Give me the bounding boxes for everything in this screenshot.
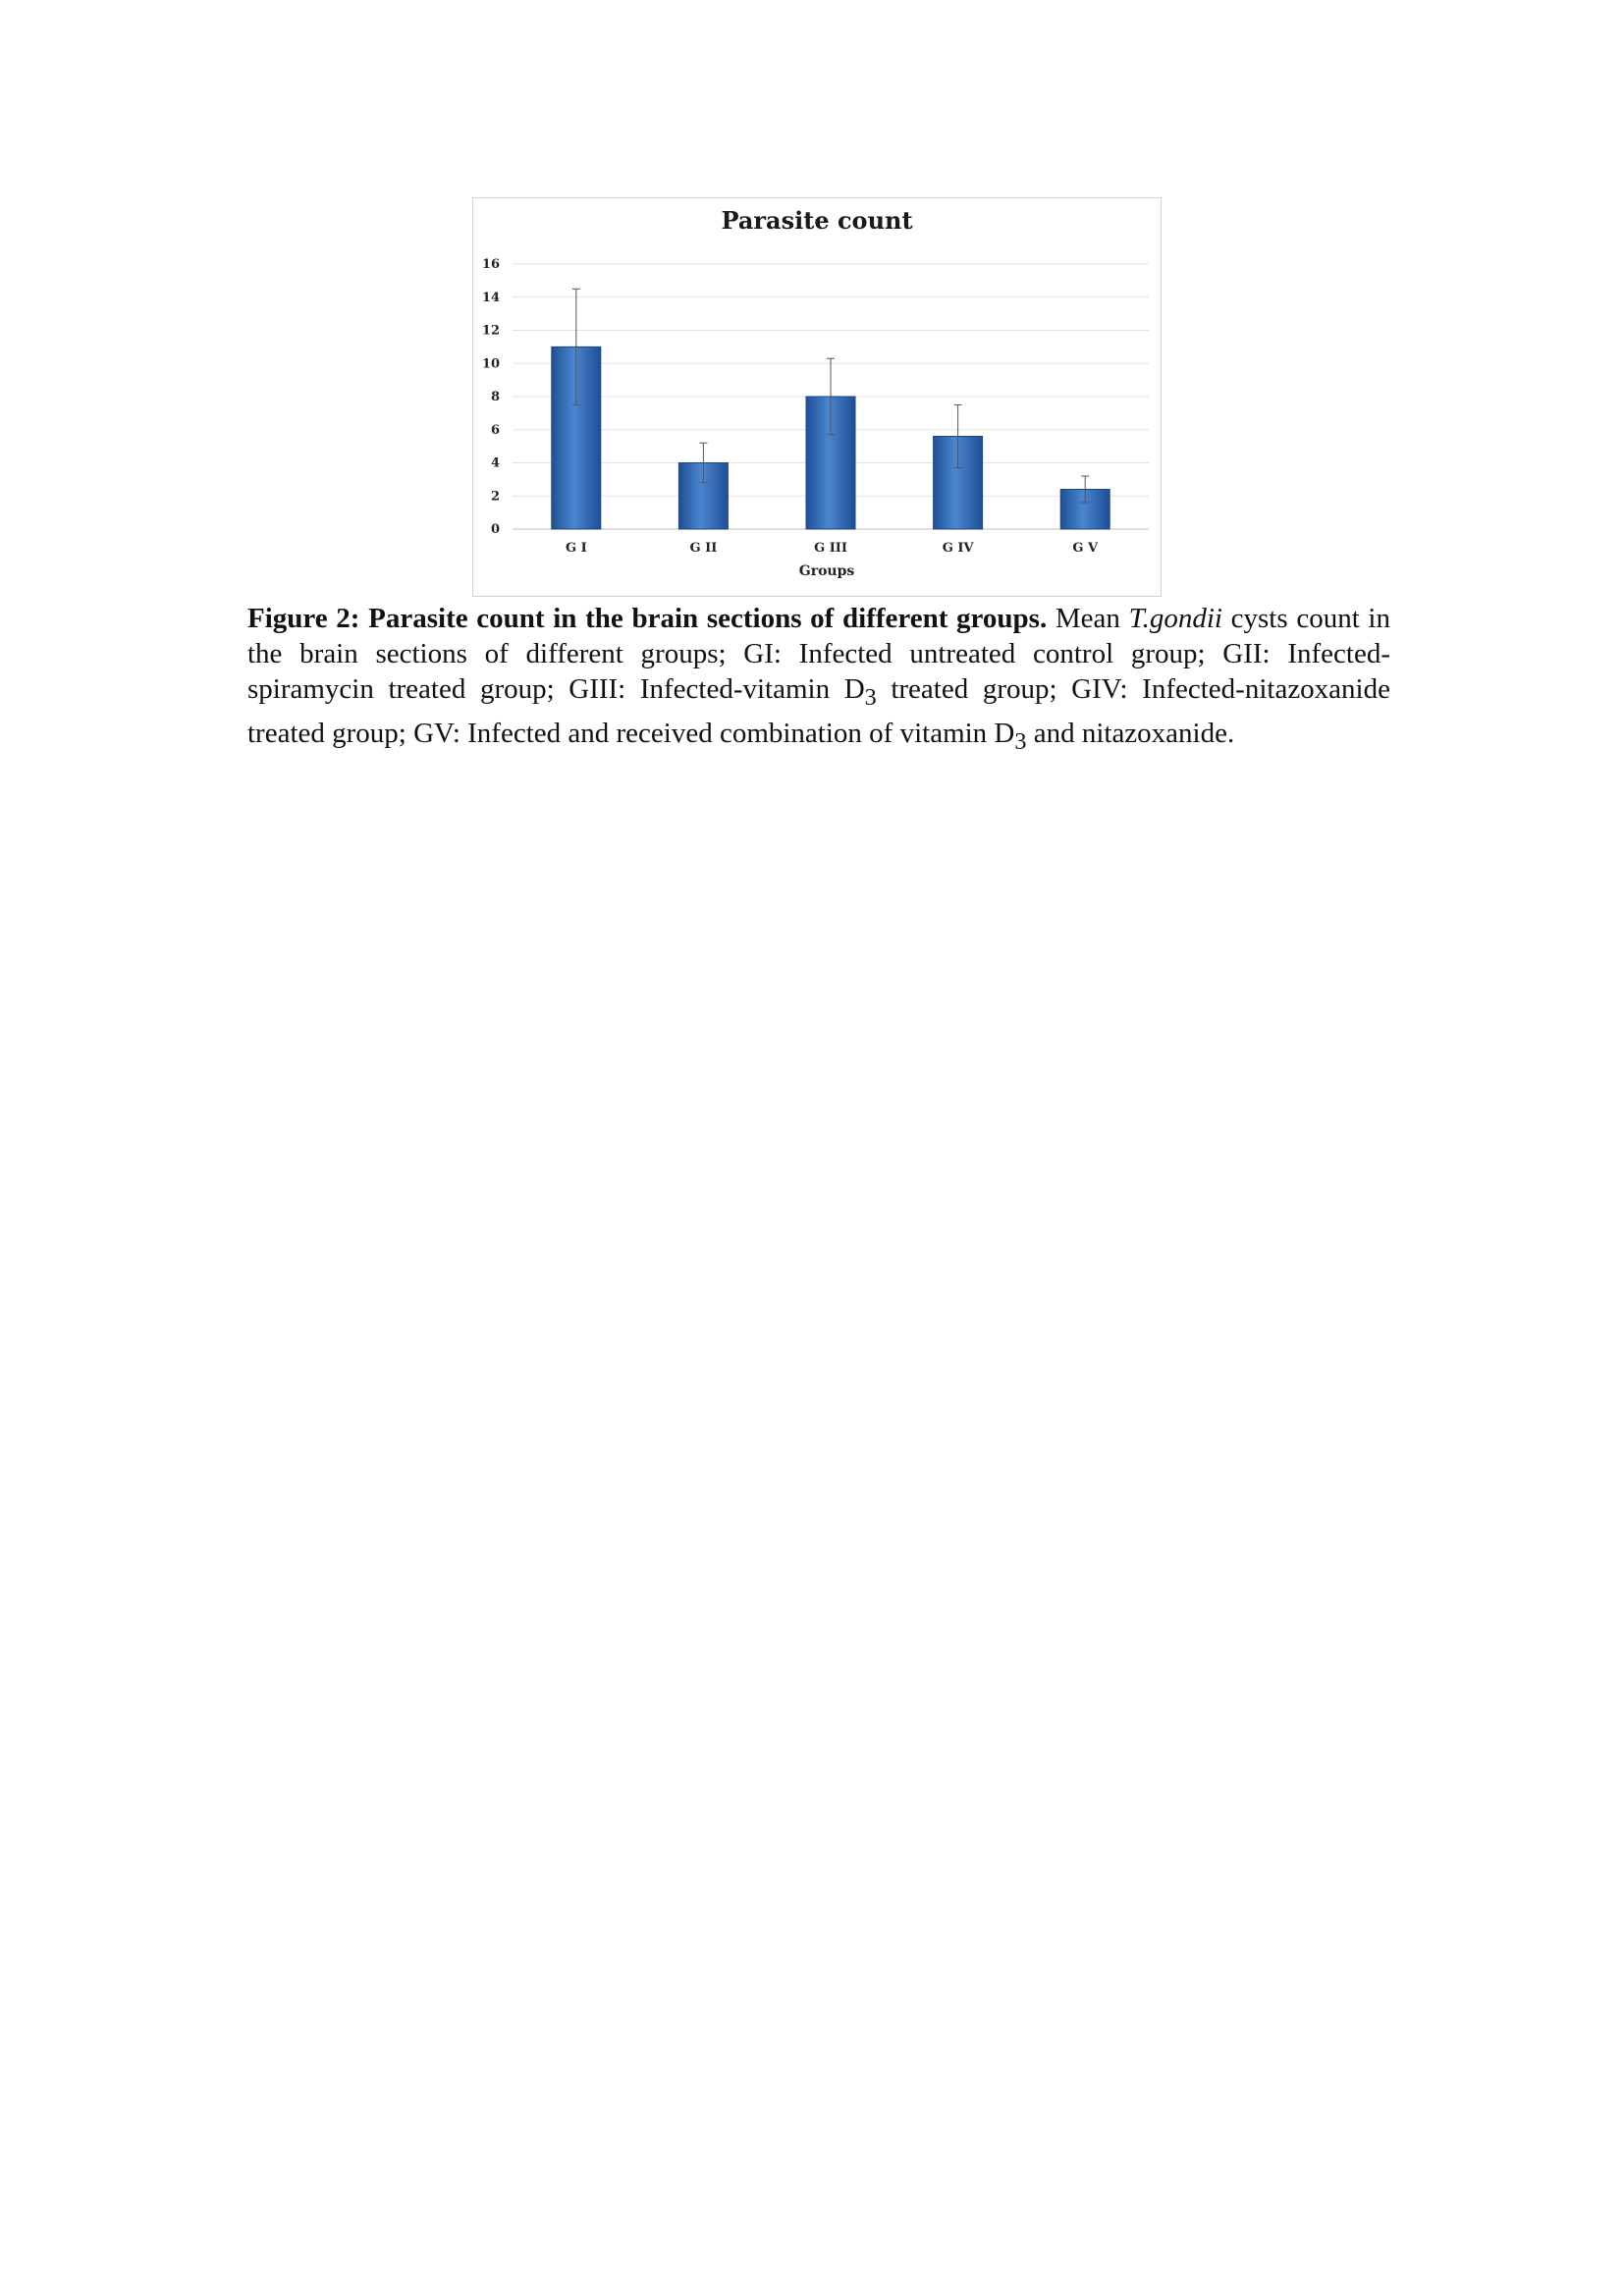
caption-text: cysts count in the brain sections of different groups; GI: Infected untreated control group; GII: Infected-spiramycin treated group; GIII: Infected-vitamin D <box>247 603 1390 705</box>
chart-frame <box>472 197 1162 597</box>
x-tick-label: G IV <box>942 541 974 556</box>
caption-text: and nitazoxanide. <box>1026 717 1235 749</box>
y-tick-label: 2 <box>490 489 500 505</box>
y-tick-label: 4 <box>490 455 500 471</box>
bar-chart <box>473 198 1161 596</box>
caption-text: treated group; GIV: Infected-nitazoxanide treated group; GV: Infected and received combination of vitamin D <box>247 673 1390 749</box>
x-axis-title: Groups <box>798 563 855 579</box>
bars <box>552 289 1110 529</box>
y-tick-label: 10 <box>481 356 500 372</box>
caption-text: Mean <box>1047 603 1129 634</box>
caption-subscript: 3 <box>864 683 877 711</box>
y-tick-label: 16 <box>481 257 500 272</box>
y-axis-ticks <box>482 257 500 537</box>
y-tick-label: 14 <box>481 290 500 305</box>
caption-subscript: 3 <box>1014 727 1027 755</box>
y-tick-label: 0 <box>490 522 500 537</box>
figure-caption <box>247 601 1390 760</box>
x-axis-labels <box>566 541 1099 556</box>
caption-species: T.gondii <box>1128 603 1222 634</box>
y-tick-label: 8 <box>490 390 500 404</box>
x-tick-label: G II <box>689 541 718 556</box>
x-tick-label: G III <box>814 541 847 556</box>
y-tick-label: 6 <box>490 422 500 438</box>
x-tick-label: G V <box>1072 541 1099 556</box>
caption-title: Figure 2: Parasite count in the brain sections of different groups. <box>247 603 1048 634</box>
y-tick-label: 12 <box>481 323 500 339</box>
chart-title: Parasite count <box>721 206 913 235</box>
x-tick-label: G I <box>565 541 587 556</box>
